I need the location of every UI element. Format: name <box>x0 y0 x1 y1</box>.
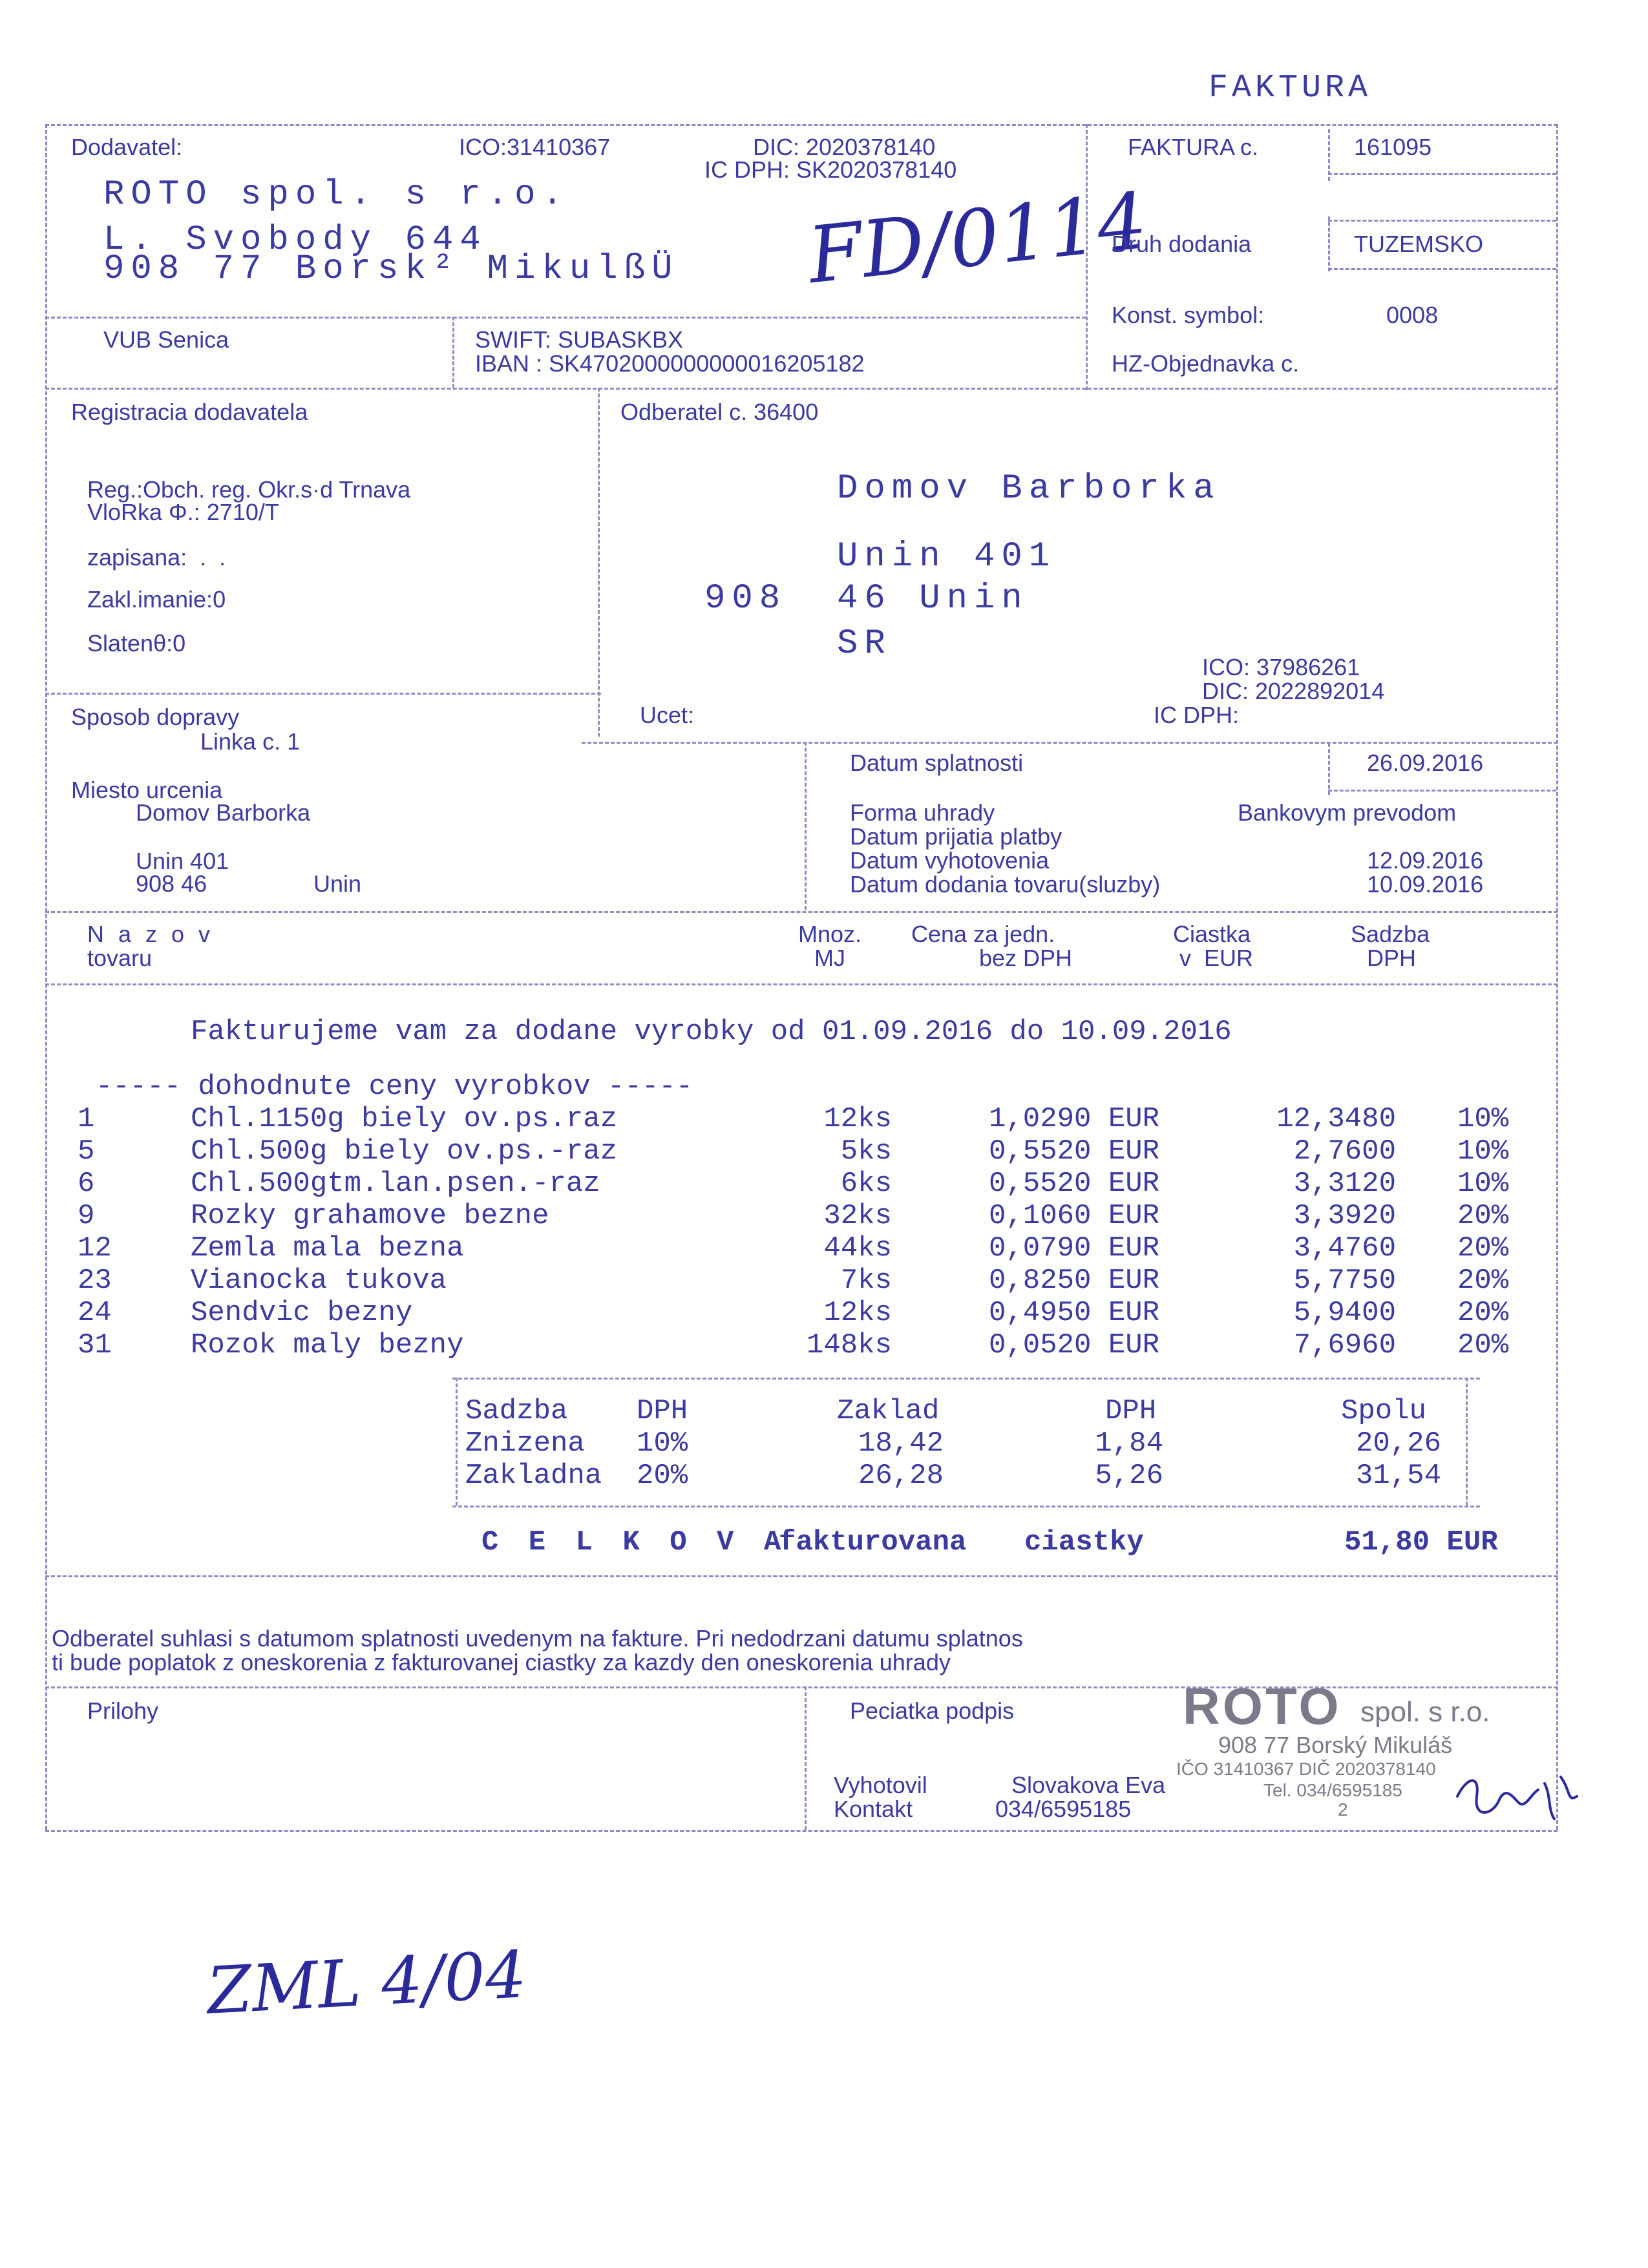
registration-line3: zapisana: . . <box>87 544 226 571</box>
destination-label: Miesto urcenia <box>71 777 223 803</box>
item-number: 1 <box>78 1103 95 1135</box>
item-vat-rate: 20% <box>1457 1200 1509 1232</box>
header-bottom-line <box>45 388 1558 390</box>
handwritten-note: ZML 4/04 <box>205 1937 529 2029</box>
supplier-street: L. Svobody 644 <box>103 220 487 260</box>
item-vat-rate: 20% <box>1457 1232 1509 1265</box>
vat-row-base: 18,42 <box>858 1427 944 1460</box>
delivery-underline <box>1328 268 1556 270</box>
vat-summary-left <box>456 1378 458 1506</box>
supplier-city: 908 77 Borsk² MikulßÜ <box>103 249 679 289</box>
destination-line2: Unin 401 <box>136 848 229 874</box>
column-rate-header-2: DPH <box>1367 945 1417 971</box>
issued-by: Slovakova Eva <box>1011 1772 1166 1798</box>
column-qty-header-2: MJ <box>814 945 845 971</box>
item-name: Vianocka tukova <box>191 1265 447 1297</box>
item-quantity: 12ks <box>823 1297 892 1329</box>
item-number: 24 <box>78 1297 112 1329</box>
footer-divider <box>805 1686 807 1830</box>
supplier-ico: ICO:31410367 <box>459 134 611 160</box>
customer-account-label: Ucet: <box>640 702 695 728</box>
item-amount: 3,4760 <box>1293 1232 1396 1265</box>
customer-zip: 908 <box>704 579 787 618</box>
delivery-type-label: Druh dodania <box>1112 231 1252 257</box>
total-label-2: fakturovana <box>779 1526 967 1559</box>
vat-header-base: Zaklad <box>837 1395 940 1427</box>
delivery-date-label: Datum dodania tovaru(sluzby) <box>850 871 1161 898</box>
customer-country: SR <box>837 624 892 664</box>
delivery-date: 10.09.2016 <box>1367 871 1484 898</box>
issue-date: 12.09.2016 <box>1367 847 1484 874</box>
payment-method: Bankovym prevodom <box>1238 799 1457 826</box>
stamp-number: 2 <box>1338 1800 1348 1820</box>
item-unit-price: 0,4950 EUR <box>989 1297 1160 1329</box>
due-date-divider <box>1328 743 1330 795</box>
supplier-label: Dodavatel: <box>71 134 183 160</box>
item-vat-rate: 20% <box>1457 1329 1509 1361</box>
vat-row-rate: 10% <box>637 1427 688 1460</box>
bank-name: VUB Senica <box>103 326 229 353</box>
payment-method-label: Forma uhrady <box>850 799 995 826</box>
invoice-number: 161095 <box>1354 134 1432 160</box>
item-unit-price: 0,0790 EUR <box>989 1232 1160 1265</box>
item-amount: 3,3920 <box>1293 1200 1396 1232</box>
item-number: 31 <box>78 1329 112 1361</box>
invoice-number-label: FAKTURA c. <box>1128 134 1259 160</box>
item-unit-price: 0,8250 EUR <box>989 1265 1160 1297</box>
customer-city: 46 Unin <box>837 579 1029 618</box>
vat-header-vat: DPH <box>637 1395 688 1427</box>
supplier-name: ROTO spol. s r.o. <box>103 175 569 215</box>
vat-row-total: 31,54 <box>1355 1460 1441 1492</box>
column-price-header: Cena za jedn. <box>911 921 1055 947</box>
item-unit-price: 0,1060 EUR <box>989 1200 1160 1232</box>
contact-label: Kontakt <box>834 1796 913 1822</box>
stamp-address: 908 77 Borský Mikuláš <box>1218 1732 1453 1758</box>
item-number: 9 <box>78 1200 95 1232</box>
item-vat-rate: 20% <box>1457 1265 1509 1297</box>
due-date-label: Datum splatnosti <box>850 750 1024 776</box>
handwritten-reference: FD/0114 <box>804 176 1152 302</box>
due-date-underline <box>1328 790 1556 792</box>
item-name: Sendvic bezny <box>191 1297 413 1329</box>
supplier-dic: DIC: 2020378140 <box>753 134 936 160</box>
vat-header-vat-amount: DPH <box>1105 1395 1157 1427</box>
total-label-1: C E L K O V A <box>481 1526 788 1559</box>
customer-label: Odberatel c. 36400 <box>620 399 819 425</box>
vat-header-rate: Sadzba <box>465 1395 568 1427</box>
item-amount: 2,7600 <box>1293 1135 1396 1168</box>
vat-summary-topline <box>452 1378 1480 1380</box>
customer-dic: DIC: 2022892014 <box>1202 678 1385 704</box>
destination-line3: 908 46 <box>136 870 207 897</box>
item-vat-rate: 10% <box>1457 1135 1509 1168</box>
vat-row-base: 26,28 <box>858 1460 944 1492</box>
item-quantity: 44ks <box>823 1232 892 1265</box>
column-name-header: N a z o v <box>87 921 215 947</box>
price-section-title: ----- dohodnute ceny vyrobkov ----- <box>96 1071 693 1103</box>
item-name: Rozky grahamove bezne <box>191 1200 549 1232</box>
item-unit-price: 1,0290 EUR <box>989 1103 1160 1135</box>
transport-label: Sposob dopravy <box>71 704 240 730</box>
stamp-ids: IČO 31410367 DIČ 2020378140 <box>1176 1759 1436 1779</box>
table-header-topline <box>45 911 1558 913</box>
transport-topline <box>45 693 601 695</box>
vat-row-name: Znizena <box>465 1427 585 1460</box>
item-number: 5 <box>78 1135 95 1168</box>
stamp-phone: Tel. 034/6595185 <box>1263 1780 1402 1800</box>
vat-row-vat: 5,26 <box>1095 1460 1163 1492</box>
supplier-ic-dph: IC DPH: SK2020378140 <box>704 156 957 183</box>
payment-notice-line2: ti bude poplatok z oneskorenia z fakturovanej ciastky za kazdy den oneskorenia uhrady <box>52 1649 951 1675</box>
issue-date-label: Datum vyhotovenia <box>850 847 1050 874</box>
item-vat-rate: 10% <box>1457 1168 1509 1200</box>
constant-symbol-label: Konst. symbol: <box>1112 302 1265 328</box>
vat-summary-bottomline <box>452 1506 1480 1507</box>
column-amount-header-2: v EUR <box>1179 945 1254 971</box>
item-vat-rate: 10% <box>1457 1103 1509 1135</box>
vat-row-name: Zakladna <box>465 1460 602 1492</box>
column-amount-header: Ciastka <box>1173 921 1251 947</box>
customer-ico: ICO: 37986261 <box>1202 654 1360 680</box>
vat-row-rate: 20% <box>637 1460 688 1492</box>
frame-top-border <box>45 124 1558 126</box>
stamp-company: spol. s r.o. <box>1360 1696 1490 1728</box>
total-amount: 51,80 EUR <box>1344 1526 1498 1559</box>
bank-divider <box>452 317 454 388</box>
destination-line1: Domov Barborka <box>136 799 311 826</box>
frame-right-border <box>1556 124 1558 1830</box>
document-title: FAKTURA <box>1209 70 1372 107</box>
attachments-label: Prilohy <box>87 1697 159 1724</box>
vat-summary-right <box>1466 1378 1468 1506</box>
item-unit-price: 0,5520 EUR <box>989 1135 1160 1168</box>
item-number: 23 <box>78 1265 112 1297</box>
vat-row-total: 20,26 <box>1355 1427 1441 1460</box>
column-rate-header: Sadzba <box>1351 921 1430 947</box>
stamp-logo: ROTO <box>1183 1677 1342 1735</box>
registration-label: Registracia dodavatela <box>71 399 308 425</box>
bank-row-topline <box>45 317 1086 319</box>
contact-phone: 034/6595185 <box>995 1796 1132 1822</box>
item-number: 6 <box>78 1168 95 1200</box>
item-quantity: 12ks <box>823 1103 892 1135</box>
column-qty-header: Mnoz. <box>798 921 862 947</box>
registration-line5: Slatenθ:0 <box>87 630 186 656</box>
issued-by-label: Vyhotovil <box>834 1772 927 1798</box>
item-quantity: 148ks <box>806 1329 892 1361</box>
stamp-signature-label: Peciatka podpis <box>850 1697 1015 1724</box>
item-quantity: 32ks <box>823 1200 892 1232</box>
column-price-header-2: bez DPH <box>979 945 1073 971</box>
vat-header-total: Spolu <box>1341 1395 1427 1427</box>
item-name: Zemla mala bezna <box>191 1232 464 1265</box>
item-name: Chl.500gtm.lan.psen.-raz <box>191 1168 600 1200</box>
customer-ic-dph: IC DPH: <box>1154 702 1240 728</box>
item-unit-price: 0,5520 EUR <box>989 1168 1160 1200</box>
item-name: Chl.500g biely ov.ps.-raz <box>191 1135 618 1168</box>
registration-line1: Reg.:Obch. reg. Okr.s·d Trnava <box>87 476 411 503</box>
payment-notice-line1: Odberatel suhlasi s datumom splatnosti uvedenym na fakture. Pri nedodrzani datumu splatnos <box>52 1625 1023 1652</box>
registration-line2: VloRka Φ.: 2710/T <box>87 499 279 525</box>
item-amount: 5,7750 <box>1293 1265 1396 1297</box>
bank-swift: SWIFT: SUBASKBX <box>475 326 684 353</box>
signature <box>1448 1758 1590 1835</box>
frame-bottom-border <box>45 1830 1558 1832</box>
total-label-3: ciastky <box>1024 1526 1144 1559</box>
item-vat-rate: 20% <box>1457 1297 1509 1329</box>
registration-divider <box>598 388 600 737</box>
total-bottomline <box>45 1575 1558 1577</box>
item-name: Rozok maly bezny <box>191 1329 464 1361</box>
item-amount: 12,3480 <box>1276 1103 1396 1135</box>
delivery-divider <box>1328 216 1330 271</box>
item-quantity: 6ks <box>840 1168 892 1200</box>
item-amount: 5,9400 <box>1293 1297 1396 1329</box>
item-number: 12 <box>78 1232 112 1265</box>
frame-left-border <box>45 124 47 1830</box>
delivery-type: TUZEMSKO <box>1354 231 1484 257</box>
order-number-label: HZ-Objednavka c. <box>1112 350 1300 377</box>
due-date: 26.09.2016 <box>1367 750 1484 776</box>
customer-name: Domov Barborka <box>837 469 1221 509</box>
bank-iban: IBAN : SK4702000000000016205182 <box>475 350 865 377</box>
transport-value: Linka c. 1 <box>200 728 301 755</box>
dates-topline <box>582 742 1558 744</box>
item-quantity: 5ks <box>840 1135 892 1168</box>
payment-received-label: Datum prijatia platby <box>850 823 1062 850</box>
destination-line4: Unin <box>313 870 362 897</box>
constant-symbol: 0008 <box>1386 302 1439 328</box>
item-name: Chl.1150g biely ov.ps.raz <box>191 1103 618 1135</box>
item-amount: 7,6960 <box>1293 1329 1396 1361</box>
invoice-intro: Fakturujeme vam za dodane vyrobky od 01.09.2016 do 10.09.2016 <box>191 1016 1232 1048</box>
item-unit-price: 0,0520 EUR <box>989 1329 1160 1361</box>
registration-line4: Zakl.imanie:0 <box>87 586 226 613</box>
table-header-bottomline <box>45 983 1558 985</box>
item-quantity: 7ks <box>840 1265 892 1297</box>
customer-street: Unin 401 <box>837 537 1057 576</box>
item-amount: 3,3120 <box>1293 1168 1396 1200</box>
invoice-number-underline <box>1328 173 1556 175</box>
vat-row-vat: 1,84 <box>1095 1427 1163 1460</box>
delivery-topline <box>1328 220 1556 222</box>
dates-divider <box>805 742 807 910</box>
column-name-header-2: tovaru <box>87 945 153 971</box>
